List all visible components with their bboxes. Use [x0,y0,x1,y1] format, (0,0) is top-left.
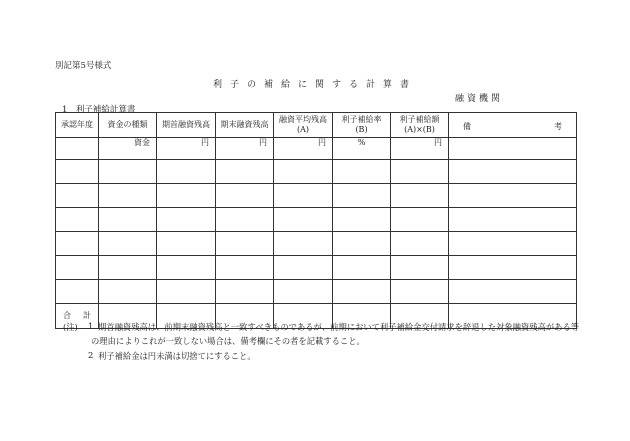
table-cell[interactable] [333,208,391,232]
table-cell[interactable] [216,184,274,208]
remarks-header-right: 考 [554,122,562,131]
table-cell[interactable] [274,184,333,208]
table-cell[interactable] [157,232,216,256]
table-cell[interactable] [449,256,577,280]
table-cell[interactable] [216,280,274,304]
table-cell[interactable] [333,280,391,304]
interest-subsidy-table [55,112,577,329]
table-cell[interactable] [56,208,99,232]
table-cell[interactable] [216,256,274,280]
table-cell[interactable] [56,138,99,160]
table-cell[interactable] [99,184,157,208]
header-opening-balance: 期首融資残高 [157,113,216,138]
header-subsidy-amount: 利子補給額 (A)×(B) [391,113,449,138]
table-row [56,138,577,160]
table-cell[interactable] [56,256,99,280]
table-cell[interactable] [157,184,216,208]
table-cell[interactable] [56,232,99,256]
table-cell[interactable] [449,232,577,256]
header-remarks [449,113,577,138]
table-cell[interactable] [391,256,449,280]
unit-fund: 資金 [99,138,157,160]
table-cell[interactable] [99,256,157,280]
table-cell[interactable] [391,208,449,232]
table-cell[interactable] [56,280,99,304]
table-cell[interactable] [391,160,449,184]
table-cell[interactable] [216,160,274,184]
table-cell[interactable] [216,208,274,232]
table-cell[interactable] [333,184,391,208]
table-row [56,280,577,304]
table-cell[interactable] [157,160,216,184]
table-cell[interactable] [333,160,391,184]
unit-average: 円 [274,138,333,160]
table-cell[interactable] [274,160,333,184]
table-cell[interactable] [99,232,157,256]
unit-closing: 円 [216,138,274,160]
notes-prefix: (注) [63,322,78,332]
table-row [56,208,577,232]
table-cell[interactable] [216,232,274,256]
total-label-right: 計 [83,311,91,320]
unit-rate: % [333,138,391,160]
header-approval-year: 承認年度 [56,113,99,138]
note-2-text: 利子補給金は円未満は切捨てにすること。 [98,351,256,361]
header-subsidy-rate: 利子補給率 (B) [333,113,391,138]
form-number: 別記第5号様式 [55,61,112,71]
table-cell[interactable] [274,208,333,232]
table-cell[interactable] [157,280,216,304]
table-cell[interactable] [449,138,577,160]
table-row [56,160,577,184]
table-cell[interactable] [449,280,577,304]
table-cell[interactable] [99,160,157,184]
table-row [56,184,577,208]
header-average-balance: 融資平均残高 (A) [274,113,333,138]
section-title: 1 利子補給計算書 [62,105,136,115]
table-cell[interactable] [449,208,577,232]
note-1-continuation: の理由によりこれが一致しない場合は、備考欄にその者を記載すること。 [91,336,365,346]
remarks-header-left: 備 [463,122,471,131]
table-row [56,256,577,280]
header-fund-type: 資金の種類 [99,113,157,138]
table-cell[interactable] [391,184,449,208]
table-cell[interactable] [274,280,333,304]
document-title: 利子の補給に関する計算書 [212,80,417,90]
total-label-left: 合 [63,311,71,320]
table-cell[interactable] [99,280,157,304]
unit-amount: 円 [391,138,449,160]
note-1-number: 1 [88,321,94,331]
table-cell[interactable] [333,232,391,256]
table-cell[interactable] [56,184,99,208]
table-cell[interactable] [391,280,449,304]
note-1-text: 期首融資残高は、前期末融資残高と一致すべきものであるが、前期において利子補給金交付請求を辞退した対象融資残高がある等 [98,322,580,332]
table-cell[interactable] [157,208,216,232]
table-cell[interactable] [449,160,577,184]
table-cell[interactable] [391,232,449,256]
table-row [56,232,577,256]
table-cell[interactable] [99,208,157,232]
table-cell[interactable] [333,256,391,280]
header-row [56,113,577,138]
table-cell[interactable] [274,232,333,256]
note-2-number: 2 [88,350,94,360]
table-cell[interactable] [274,256,333,280]
unit-opening: 円 [157,138,216,160]
institution-label: 融資機関 [455,94,504,104]
table-cell[interactable] [449,184,577,208]
table-cell[interactable] [157,256,216,280]
header-closing-balance: 期末融資残高 [216,113,274,138]
table-cell[interactable] [56,160,99,184]
